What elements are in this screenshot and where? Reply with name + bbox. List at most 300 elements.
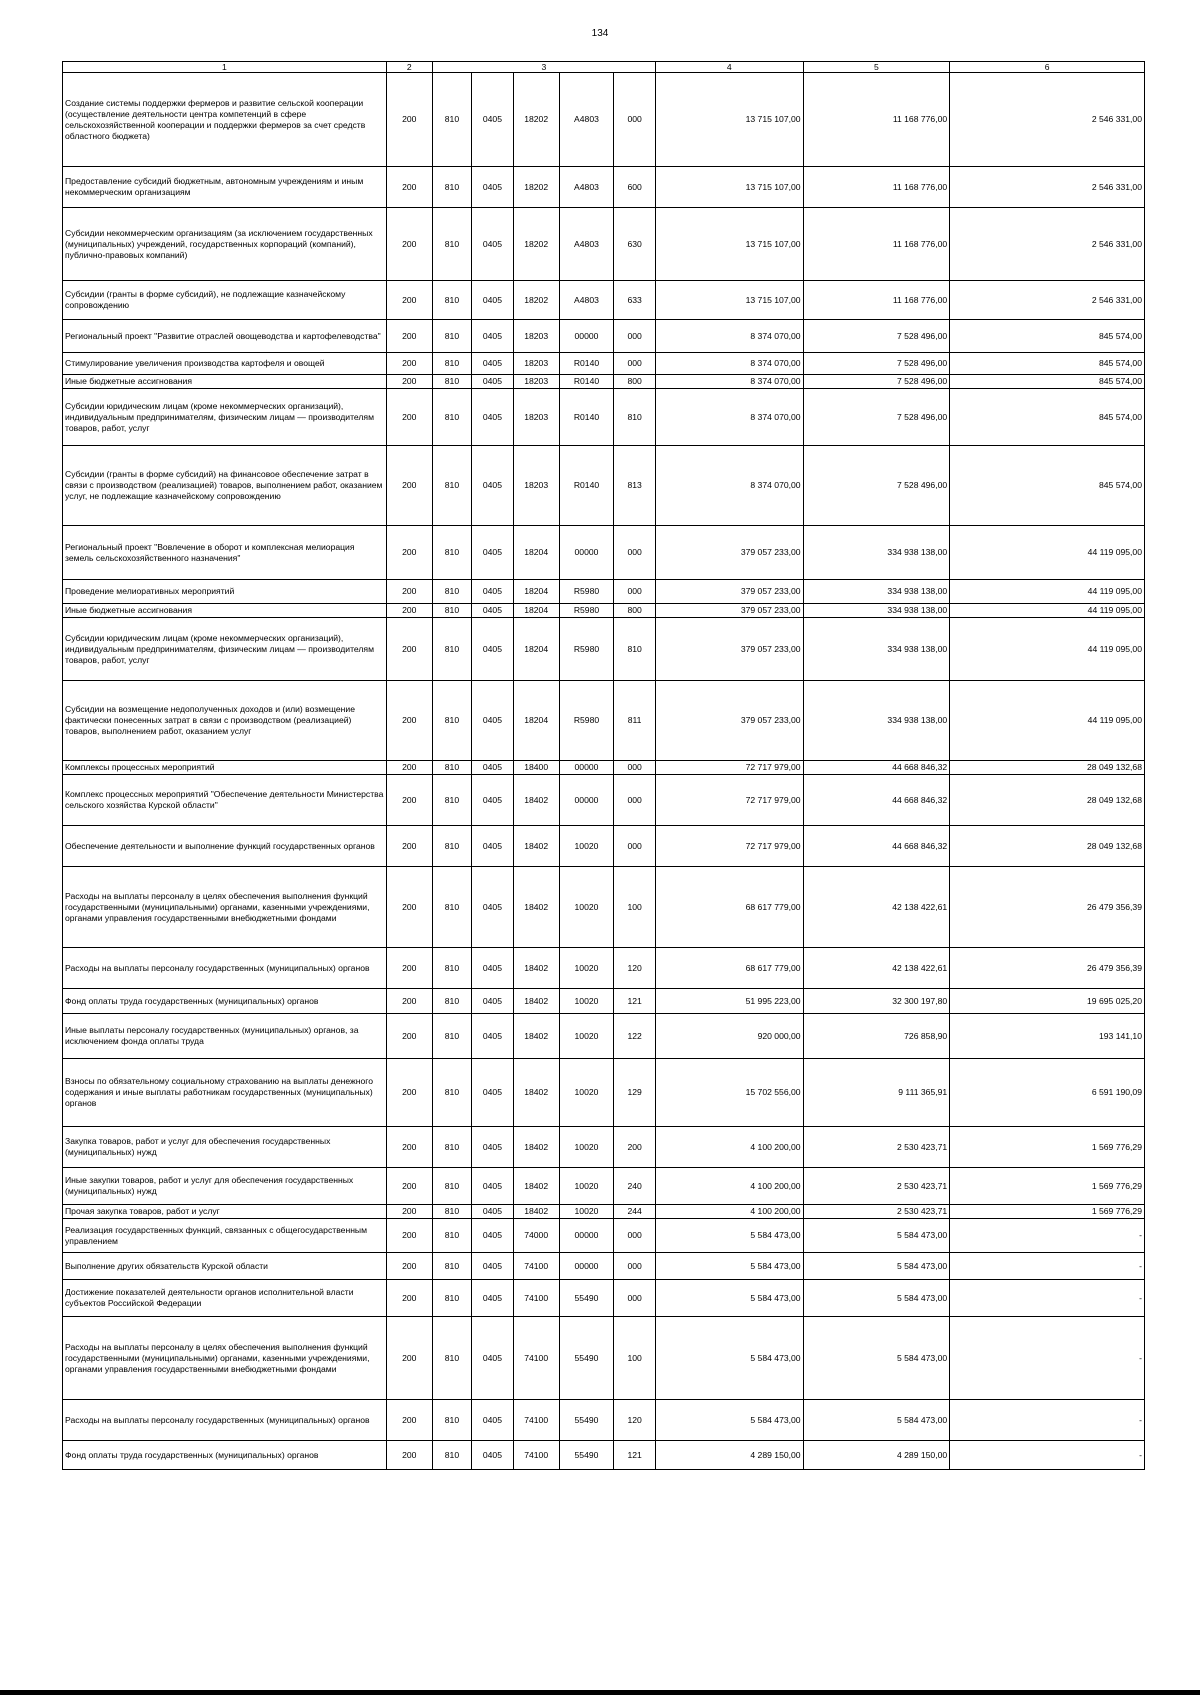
row-name: Фонд оплаты труда государственных (муниципальных) органов: [63, 1441, 387, 1470]
row-code-3: 0405: [472, 353, 514, 375]
row-code-2: 810: [432, 867, 471, 948]
row-value-6: 26 479 356,39: [950, 867, 1145, 948]
row-code-6: 000: [614, 580, 656, 604]
row-code-5: 10020: [559, 1168, 614, 1205]
row-code-3: 0405: [472, 1317, 514, 1400]
row-name: Достижение показателей деятельности органов исполнительной власти субъектов Российской Федерации: [63, 1280, 387, 1317]
row-code-2: 810: [432, 775, 471, 826]
row-value-6: 845 574,00: [950, 446, 1145, 526]
row-code-3: 0405: [472, 989, 514, 1014]
row-value-4: 68 617 779,00: [655, 867, 803, 948]
row-code-3: 0405: [472, 1280, 514, 1317]
row-value-5: 42 138 422,61: [803, 948, 950, 989]
row-value-5: 5 584 473,00: [803, 1280, 950, 1317]
row-value-6: 44 119 095,00: [950, 604, 1145, 618]
row-value-4: 5 584 473,00: [655, 1219, 803, 1253]
row-code-3: 0405: [472, 208, 514, 281]
row-code-2: 810: [432, 320, 471, 353]
row-code-1: 200: [386, 73, 432, 167]
row-code-6: 000: [614, 353, 656, 375]
row-code-6: 633: [614, 281, 656, 320]
row-code-6: 122: [614, 1014, 656, 1059]
table-row: [63, 1400, 1145, 1441]
row-value-6: 1 569 776,29: [950, 1205, 1145, 1219]
row-value-5: 334 938 138,00: [803, 681, 950, 761]
row-value-4: 5 584 473,00: [655, 1280, 803, 1317]
row-code-4: 18203: [513, 375, 559, 389]
row-code-6: 810: [614, 618, 656, 681]
row-value-6: -: [950, 1280, 1145, 1317]
row-code-3: 0405: [472, 580, 514, 604]
row-code-5: 10020: [559, 948, 614, 989]
header-col-2: 2: [386, 62, 432, 73]
row-name: Субсидии юридическим лицам (кроме некоммерческих организаций), индивидуальным предпринимателям, физическим лицам — производителям товаров, работ, услуг: [63, 618, 387, 681]
table-row: [63, 867, 1145, 948]
row-code-1: 200: [386, 446, 432, 526]
row-code-1: 200: [386, 948, 432, 989]
row-value-5: 7 528 496,00: [803, 353, 950, 375]
row-value-5: 5 584 473,00: [803, 1400, 950, 1441]
row-value-5: 5 584 473,00: [803, 1219, 950, 1253]
row-code-2: 810: [432, 1168, 471, 1205]
row-code-2: 810: [432, 1280, 471, 1317]
row-value-6: 845 574,00: [950, 320, 1145, 353]
row-code-2: 810: [432, 1400, 471, 1441]
row-code-6: 244: [614, 1205, 656, 1219]
row-code-1: 200: [386, 1441, 432, 1470]
row-code-1: 200: [386, 353, 432, 375]
row-code-2: 810: [432, 1059, 471, 1127]
header-row: [63, 62, 1145, 73]
row-code-6: 240: [614, 1168, 656, 1205]
row-code-3: 0405: [472, 375, 514, 389]
table-row: [63, 1253, 1145, 1280]
row-code-6: 129: [614, 1059, 656, 1127]
row-value-4: 379 057 233,00: [655, 681, 803, 761]
row-code-4: 18402: [513, 1059, 559, 1127]
row-code-5: 10020: [559, 826, 614, 867]
table-row: [63, 826, 1145, 867]
row-code-2: 810: [432, 1014, 471, 1059]
row-code-6: 000: [614, 526, 656, 580]
row-value-5: 726 858,90: [803, 1014, 950, 1059]
row-code-1: 200: [386, 681, 432, 761]
row-value-5: 7 528 496,00: [803, 389, 950, 446]
row-code-5: 10020: [559, 1205, 614, 1219]
row-code-5: 00000: [559, 1219, 614, 1253]
row-code-6: 000: [614, 775, 656, 826]
row-value-5: 11 168 776,00: [803, 73, 950, 167]
row-value-4: 379 057 233,00: [655, 526, 803, 580]
row-value-4: 8 374 070,00: [655, 320, 803, 353]
row-value-4: 379 057 233,00: [655, 580, 803, 604]
row-name: Предоставление субсидий бюджетным, автономным учреждениям и иным некоммерческим организациям: [63, 167, 387, 208]
table-row: [63, 681, 1145, 761]
row-code-6: 121: [614, 1441, 656, 1470]
row-name: Закупка товаров, работ и услуг для обеспечения государственных (муниципальных) нужд: [63, 1127, 387, 1168]
row-value-4: 920 000,00: [655, 1014, 803, 1059]
table-row: [63, 446, 1145, 526]
table-row: [63, 1168, 1145, 1205]
row-value-6: 2 546 331,00: [950, 73, 1145, 167]
row-code-6: 120: [614, 948, 656, 989]
row-code-1: 200: [386, 618, 432, 681]
row-code-6: 811: [614, 681, 656, 761]
row-code-3: 0405: [472, 604, 514, 618]
row-code-2: 810: [432, 73, 471, 167]
row-code-2: 810: [432, 167, 471, 208]
row-code-3: 0405: [472, 826, 514, 867]
row-name: Комплекс процессных мероприятий "Обеспечение деятельности Министерства сельского хозяйства Курской области": [63, 775, 387, 826]
row-value-6: 1 569 776,29: [950, 1127, 1145, 1168]
row-code-5: 55490: [559, 1400, 614, 1441]
row-code-2: 810: [432, 353, 471, 375]
row-code-6: 630: [614, 208, 656, 281]
row-code-1: 200: [386, 208, 432, 281]
row-code-5: 55490: [559, 1317, 614, 1400]
row-name: Взносы по обязательному социальному страхованию на выплаты денежного содержания и иные выплаты работникам государственных (муниципальных) органов: [63, 1059, 387, 1127]
row-name: Субсидии некоммерческим организациям (за исключением государственных (муниципальных) учреждений, государственных корпораций (компаний), публично-правовых компаний): [63, 208, 387, 281]
row-code-3: 0405: [472, 1205, 514, 1219]
row-code-4: 74100: [513, 1280, 559, 1317]
row-code-4: 18402: [513, 1014, 559, 1059]
row-code-4: 18202: [513, 208, 559, 281]
row-value-4: 379 057 233,00: [655, 618, 803, 681]
row-value-5: 5 584 473,00: [803, 1317, 950, 1400]
table-row: [63, 353, 1145, 375]
row-code-5: 55490: [559, 1441, 614, 1470]
row-code-4: 18202: [513, 281, 559, 320]
row-value-4: 8 374 070,00: [655, 353, 803, 375]
table-row: [63, 389, 1145, 446]
row-code-2: 810: [432, 1441, 471, 1470]
row-code-4: 74000: [513, 1219, 559, 1253]
row-code-1: 200: [386, 867, 432, 948]
row-value-5: 2 530 423,71: [803, 1168, 950, 1205]
row-code-2: 810: [432, 681, 471, 761]
row-code-2: 810: [432, 1219, 471, 1253]
header-col-5: 5: [803, 62, 950, 73]
row-code-3: 0405: [472, 389, 514, 446]
row-value-6: 44 119 095,00: [950, 580, 1145, 604]
row-code-2: 810: [432, 580, 471, 604]
row-value-4: 13 715 107,00: [655, 281, 803, 320]
row-value-5: 5 584 473,00: [803, 1253, 950, 1280]
row-code-6: 000: [614, 826, 656, 867]
row-code-4: 18202: [513, 73, 559, 167]
header-col-4: 4: [655, 62, 803, 73]
row-code-5: 00000: [559, 320, 614, 353]
table-row: [63, 618, 1145, 681]
row-value-5: 334 938 138,00: [803, 526, 950, 580]
row-code-2: 810: [432, 948, 471, 989]
row-value-4: 379 057 233,00: [655, 604, 803, 618]
row-value-4: 8 374 070,00: [655, 389, 803, 446]
row-name: Субсидии юридическим лицам (кроме некоммерческих организаций), индивидуальным предпринимателям, физическим лицам — производителям товаров, работ, услуг: [63, 389, 387, 446]
row-code-6: 100: [614, 1317, 656, 1400]
row-code-1: 200: [386, 1059, 432, 1127]
row-value-4: 8 374 070,00: [655, 446, 803, 526]
row-code-5: R5980: [559, 604, 614, 618]
row-code-4: 74100: [513, 1253, 559, 1280]
row-code-1: 200: [386, 580, 432, 604]
row-code-5: R5980: [559, 681, 614, 761]
row-code-3: 0405: [472, 526, 514, 580]
row-code-4: 18204: [513, 526, 559, 580]
row-code-5: R5980: [559, 618, 614, 681]
table-row: [63, 526, 1145, 580]
row-name: Стимулирование увеличения производства картофеля и овощей: [63, 353, 387, 375]
table-row: [63, 208, 1145, 281]
row-code-5: 00000: [559, 1253, 614, 1280]
row-value-4: 4 100 200,00: [655, 1205, 803, 1219]
row-value-4: 4 289 150,00: [655, 1441, 803, 1470]
page-number: 134: [591, 28, 609, 39]
row-value-4: 13 715 107,00: [655, 208, 803, 281]
row-code-4: 18204: [513, 681, 559, 761]
row-code-5: 00000: [559, 761, 614, 775]
row-code-3: 0405: [472, 761, 514, 775]
row-code-1: 200: [386, 1014, 432, 1059]
row-code-3: 0405: [472, 167, 514, 208]
row-code-4: 18402: [513, 775, 559, 826]
row-code-6: 200: [614, 1127, 656, 1168]
row-code-4: 18402: [513, 867, 559, 948]
row-code-6: 000: [614, 1280, 656, 1317]
row-code-6: 600: [614, 167, 656, 208]
row-name: Расходы на выплаты персоналу государственных (муниципальных) органов: [63, 948, 387, 989]
header-col-3: 3: [432, 62, 655, 73]
row-value-6: 28 049 132,68: [950, 826, 1145, 867]
row-value-5: 44 668 846,32: [803, 826, 950, 867]
table-row: [63, 948, 1145, 989]
row-value-6: 26 479 356,39: [950, 948, 1145, 989]
row-code-6: 120: [614, 1400, 656, 1441]
row-code-5: 10020: [559, 1059, 614, 1127]
row-code-5: А4803: [559, 281, 614, 320]
row-name: Расходы на выплаты персоналу в целях обеспечения выполнения функций государственными (муниципальными) органами, казенными учреждениями, органами управления государственными внебюджетными фондами: [63, 1317, 387, 1400]
row-name: Реализация государственных функций, связанных с общегосударственным управлением: [63, 1219, 387, 1253]
table-row: [63, 73, 1145, 167]
row-code-3: 0405: [472, 1059, 514, 1127]
row-value-6: -: [950, 1400, 1145, 1441]
row-value-4: 5 584 473,00: [655, 1317, 803, 1400]
row-value-5: 334 938 138,00: [803, 580, 950, 604]
row-code-3: 0405: [472, 320, 514, 353]
row-code-3: 0405: [472, 446, 514, 526]
row-code-6: 810: [614, 389, 656, 446]
row-name: Региональный проект "Вовлечение в оборот и комплексная мелиорация земель сельскохозяйственного назначения": [63, 526, 387, 580]
row-code-1: 200: [386, 375, 432, 389]
row-name: Расходы на выплаты персоналу в целях обеспечения выполнения функций государственными (муниципальными) органами, казенными учреждениями, органами управления государственными внебюджетными фондами: [63, 867, 387, 948]
header-col-1: 1: [63, 62, 387, 73]
row-code-2: 810: [432, 208, 471, 281]
row-code-2: 810: [432, 618, 471, 681]
row-code-2: 810: [432, 375, 471, 389]
row-code-6: 000: [614, 1253, 656, 1280]
row-value-5: 2 530 423,71: [803, 1205, 950, 1219]
page-bottom-border: [0, 1690, 1200, 1695]
row-code-4: 18402: [513, 989, 559, 1014]
table-row: [63, 1441, 1145, 1470]
row-code-1: 200: [386, 320, 432, 353]
row-value-5: 7 528 496,00: [803, 375, 950, 389]
table-row: [63, 775, 1145, 826]
table-row: [63, 761, 1145, 775]
row-code-1: 200: [386, 989, 432, 1014]
row-value-5: 7 528 496,00: [803, 446, 950, 526]
row-value-5: 44 668 846,32: [803, 775, 950, 826]
row-code-3: 0405: [472, 1014, 514, 1059]
row-value-6: 845 574,00: [950, 375, 1145, 389]
row-value-5: 4 289 150,00: [803, 1441, 950, 1470]
row-name: Расходы на выплаты персоналу государственных (муниципальных) органов: [63, 1400, 387, 1441]
row-code-3: 0405: [472, 1400, 514, 1441]
row-value-4: 5 584 473,00: [655, 1253, 803, 1280]
row-code-3: 0405: [472, 1127, 514, 1168]
row-value-6: 44 119 095,00: [950, 681, 1145, 761]
row-code-1: 200: [386, 1127, 432, 1168]
row-code-3: 0405: [472, 281, 514, 320]
row-code-1: 200: [386, 1317, 432, 1400]
row-value-4: 5 584 473,00: [655, 1400, 803, 1441]
row-name: Выполнение других обязательств Курской области: [63, 1253, 387, 1280]
row-code-2: 810: [432, 1253, 471, 1280]
row-code-1: 200: [386, 167, 432, 208]
row-code-1: 200: [386, 1280, 432, 1317]
row-code-4: 18204: [513, 618, 559, 681]
row-code-3: 0405: [472, 681, 514, 761]
row-code-5: 10020: [559, 867, 614, 948]
row-code-1: 200: [386, 1168, 432, 1205]
row-value-4: 72 717 979,00: [655, 826, 803, 867]
row-code-4: 18402: [513, 826, 559, 867]
row-code-1: 200: [386, 826, 432, 867]
row-value-5: 44 668 846,32: [803, 761, 950, 775]
row-code-3: 0405: [472, 1219, 514, 1253]
row-code-2: 810: [432, 604, 471, 618]
row-code-6: 000: [614, 761, 656, 775]
table-row: [63, 1219, 1145, 1253]
table-row: [63, 604, 1145, 618]
row-code-4: 18202: [513, 167, 559, 208]
row-name: Проведение мелиоративных мероприятий: [63, 580, 387, 604]
row-value-4: 68 617 779,00: [655, 948, 803, 989]
row-code-5: R0140: [559, 389, 614, 446]
row-code-6: 000: [614, 1219, 656, 1253]
row-value-5: 7 528 496,00: [803, 320, 950, 353]
row-code-5: 10020: [559, 1014, 614, 1059]
row-value-5: 334 938 138,00: [803, 618, 950, 681]
row-code-4: 18402: [513, 948, 559, 989]
row-code-1: 200: [386, 775, 432, 826]
row-value-5: 334 938 138,00: [803, 604, 950, 618]
row-code-4: 18400: [513, 761, 559, 775]
row-code-5: А4803: [559, 208, 614, 281]
table-row: [63, 375, 1145, 389]
row-value-6: 28 049 132,68: [950, 761, 1145, 775]
row-code-1: 200: [386, 1219, 432, 1253]
row-code-4: 18402: [513, 1168, 559, 1205]
table-row: [63, 1014, 1145, 1059]
row-value-4: 13 715 107,00: [655, 167, 803, 208]
row-code-2: 810: [432, 526, 471, 580]
row-code-2: 810: [432, 761, 471, 775]
row-value-4: 51 995 223,00: [655, 989, 803, 1014]
row-code-4: 18203: [513, 446, 559, 526]
row-code-5: 10020: [559, 1127, 614, 1168]
row-code-3: 0405: [472, 618, 514, 681]
row-code-4: 18402: [513, 1205, 559, 1219]
row-value-5: 9 111 365,91: [803, 1059, 950, 1127]
row-code-6: 000: [614, 320, 656, 353]
table-row: [63, 1205, 1145, 1219]
row-code-3: 0405: [472, 73, 514, 167]
row-code-6: 000: [614, 73, 656, 167]
row-value-6: 845 574,00: [950, 353, 1145, 375]
row-value-6: -: [950, 1219, 1145, 1253]
row-name: Прочая закупка товаров, работ и услуг: [63, 1205, 387, 1219]
row-name: Иные бюджетные ассигнования: [63, 375, 387, 389]
row-code-6: 813: [614, 446, 656, 526]
row-name: Субсидии (гранты в форме субсидий) на финансовое обеспечение затрат в связи с производством (реализацией) товаров, выполнением работ, оказанием услуг, не подлежащие казначейскому сопровождению: [63, 446, 387, 526]
row-code-1: 200: [386, 604, 432, 618]
row-value-6: 28 049 132,68: [950, 775, 1145, 826]
budget-table: [62, 61, 1145, 1470]
row-code-4: 18203: [513, 389, 559, 446]
row-name: Иные бюджетные ассигнования: [63, 604, 387, 618]
row-name: Субсидии на возмещение недополученных доходов и (или) возмещение фактически понесенных затрат в связи с производством (реализацией) товаров, выполнением работ, оказанием услуг: [63, 681, 387, 761]
row-code-6: 800: [614, 375, 656, 389]
row-code-5: 00000: [559, 775, 614, 826]
table-row: [63, 281, 1145, 320]
row-code-3: 0405: [472, 775, 514, 826]
row-value-4: 15 702 556,00: [655, 1059, 803, 1127]
row-value-4: 72 717 979,00: [655, 775, 803, 826]
row-code-1: 200: [386, 761, 432, 775]
row-code-1: 200: [386, 281, 432, 320]
row-value-5: 11 168 776,00: [803, 208, 950, 281]
row-value-5: 32 300 197,80: [803, 989, 950, 1014]
row-code-5: А4803: [559, 73, 614, 167]
row-value-6: 1 569 776,29: [950, 1168, 1145, 1205]
row-code-6: 800: [614, 604, 656, 618]
table-row: [63, 1280, 1145, 1317]
row-code-3: 0405: [472, 948, 514, 989]
row-code-3: 0405: [472, 1168, 514, 1205]
row-code-4: 74100: [513, 1441, 559, 1470]
row-value-6: 2 546 331,00: [950, 167, 1145, 208]
row-name: Иные выплаты персоналу государственных (муниципальных) органов, за исключением фонда оплаты труда: [63, 1014, 387, 1059]
row-code-4: 18204: [513, 604, 559, 618]
row-code-4: 74100: [513, 1317, 559, 1400]
row-code-2: 810: [432, 389, 471, 446]
row-value-6: 2 546 331,00: [950, 281, 1145, 320]
row-code-4: 18204: [513, 580, 559, 604]
row-code-3: 0405: [472, 867, 514, 948]
row-code-5: 55490: [559, 1280, 614, 1317]
row-code-4: 18203: [513, 320, 559, 353]
row-code-5: R0140: [559, 375, 614, 389]
row-name: Субсидии (гранты в форме субсидий), не подлежащие казначейскому сопровождению: [63, 281, 387, 320]
row-value-4: 72 717 979,00: [655, 761, 803, 775]
row-value-6: 2 546 331,00: [950, 208, 1145, 281]
row-value-4: 8 374 070,00: [655, 375, 803, 389]
table-row: [63, 580, 1145, 604]
row-code-2: 810: [432, 1317, 471, 1400]
table-row: [63, 320, 1145, 353]
table-row: [63, 1317, 1145, 1400]
